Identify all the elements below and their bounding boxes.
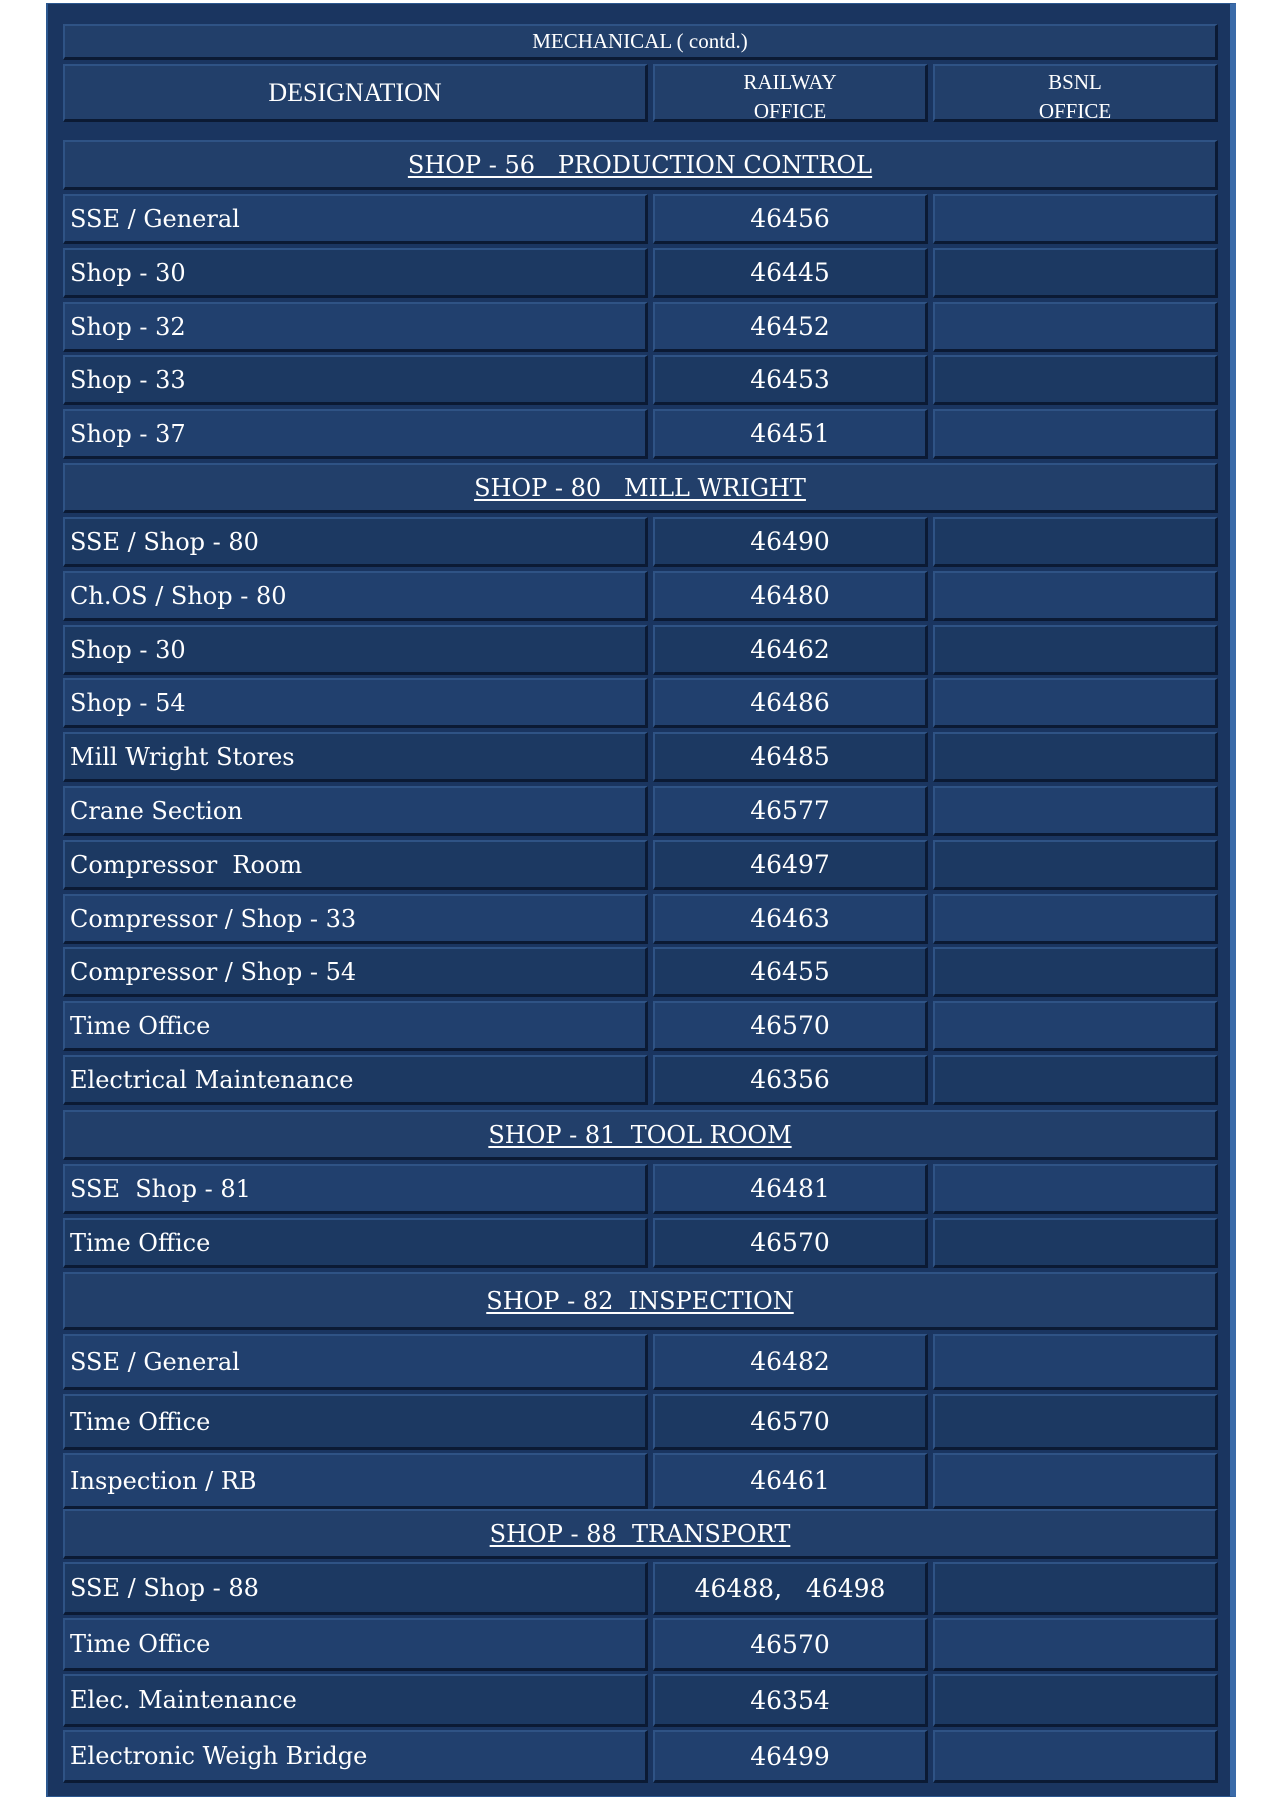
designation-cell-text: Time Office: [70, 1228, 211, 1257]
designation-cell-text: Elec. Maintenance: [70, 1686, 297, 1714]
designation-cell-text: Shop - 54: [70, 688, 186, 717]
railway-office-cell: [653, 1334, 928, 1390]
designation-cell-text: Compressor Room: [70, 850, 303, 879]
bsnl-office-cell: [933, 571, 1218, 621]
bsnl-office-cell: [933, 302, 1218, 352]
railway-office-cell: [653, 732, 928, 782]
bsnl-office-cell: [933, 1164, 1218, 1214]
railway-office-cell: [653, 1562, 928, 1615]
designation-cell: [63, 1562, 648, 1615]
bsnl-office-cell: [933, 1453, 1218, 1509]
section-header: [63, 1509, 1218, 1559]
designation-cell-text: Mill Wright Stores: [70, 742, 295, 771]
railway-office-cell: [653, 248, 928, 298]
designation-cell: [63, 248, 648, 298]
designation-cell: [63, 1334, 648, 1390]
column-header-railway-office: [653, 64, 928, 122]
bsnl-office-cell: [933, 840, 1218, 890]
section-header: [63, 140, 1218, 190]
bsnl-office-cell: [933, 1055, 1218, 1105]
bsnl-office-cell: [933, 1001, 1218, 1051]
designation-cell: [63, 625, 648, 675]
railway-office-cell: [653, 409, 928, 459]
railway-office-cell-text: 46463: [750, 904, 830, 933]
railway-office-cell-text: 46461: [750, 1466, 830, 1495]
railway-office-cell-text: 46354: [750, 1685, 830, 1715]
designation-cell-text: Shop - 37: [70, 419, 186, 448]
bsnl-office-cell: [933, 1618, 1218, 1671]
railway-office-cell: [653, 355, 928, 405]
column-header-designation-label: DESIGNATION: [268, 77, 442, 107]
column-header-designation: [63, 64, 648, 122]
railway-office-cell-text: 46497: [750, 850, 830, 879]
railway-office-cell: [653, 625, 928, 675]
designation-cell-text: SSE / General: [70, 1347, 240, 1376]
bsnl-office-cell: [933, 678, 1218, 728]
bsnl-office-cell: [933, 1218, 1218, 1268]
designation-cell: [63, 409, 648, 459]
bsnl-office-cell: [933, 248, 1218, 298]
designation-cell-text: Compressor / Shop - 54: [70, 957, 357, 986]
railway-office-cell-text: 46570: [750, 1629, 830, 1659]
railway-office-cell-text: 46570: [750, 1011, 830, 1040]
bsnl-office-cell: [933, 194, 1218, 244]
railway-office-cell: [653, 302, 928, 352]
railway-office-cell-text: 46486: [750, 688, 830, 717]
designation-cell: [63, 1674, 648, 1727]
designation-cell-text: SSE Shop - 81: [70, 1174, 251, 1203]
railway-office-cell: [653, 1001, 928, 1051]
designation-cell-text: Shop - 30: [70, 258, 186, 287]
column-header-bsnl-office: [933, 64, 1218, 122]
designation-cell: [63, 786, 648, 836]
designation-cell: [63, 1164, 648, 1214]
railway-office-cell-text: 46456: [750, 204, 830, 233]
designation-cell: [63, 840, 648, 890]
bsnl-office-cell: [933, 517, 1218, 567]
designation-cell-text: SSE / Shop - 80: [70, 527, 259, 556]
section-header: [63, 463, 1218, 513]
railway-office-cell-text: 46451: [750, 419, 830, 448]
railway-office-cell-text: 46453: [750, 365, 830, 394]
railway-office-cell-text: 46455: [750, 957, 830, 986]
designation-cell: [63, 1055, 648, 1105]
designation-cell-text: Electrical Maintenance: [70, 1065, 354, 1094]
railway-office-cell: [653, 194, 928, 244]
designation-cell: [63, 1453, 648, 1509]
designation-cell: [63, 678, 648, 728]
railway-office-cell: [653, 1218, 928, 1268]
column-header-bsnl-line2: OFFICE: [1038, 99, 1112, 122]
column-header-bsnl-line1: BSNL: [1048, 70, 1102, 94]
designation-cell-text: Shop - 32: [70, 312, 186, 341]
bsnl-office-cell: [933, 625, 1218, 675]
designation-cell-text: Inspection / RB: [70, 1466, 257, 1495]
designation-cell: [63, 302, 648, 352]
railway-office-cell: [653, 1730, 928, 1783]
designation-cell-text: Ch.OS / Shop - 80: [70, 581, 287, 610]
railway-office-cell: [653, 1394, 928, 1450]
bsnl-office-cell: [933, 409, 1218, 459]
designation-cell: [63, 571, 648, 621]
bsnl-office-cell: [933, 1562, 1218, 1615]
railway-office-cell: [653, 1164, 928, 1214]
railway-office-cell: [653, 894, 928, 944]
section-header: [63, 1110, 1218, 1160]
designation-cell: [63, 894, 648, 944]
designation-cell-text: SSE / Shop - 88: [70, 1574, 259, 1602]
designation-cell-text: Shop - 30: [70, 635, 186, 664]
designation-cell: [63, 355, 648, 405]
column-header-railway-line1: RAILWAY: [743, 70, 837, 94]
railway-office-cell-text: 46499: [750, 1741, 830, 1771]
railway-office-cell-text: 46356: [750, 1065, 830, 1094]
bsnl-office-cell: [933, 732, 1218, 782]
designation-cell: [63, 194, 648, 244]
designation-cell: [63, 1001, 648, 1051]
railway-office-cell-text: 46482: [750, 1347, 830, 1376]
railway-office-cell: [653, 1618, 928, 1671]
designation-cell: [63, 1618, 648, 1671]
railway-office-cell: [653, 786, 928, 836]
bsnl-office-cell: [933, 355, 1218, 405]
railway-office-cell: [653, 1055, 928, 1105]
railway-office-cell-text: 46490: [750, 527, 830, 556]
designation-cell-text: Shop - 33: [70, 365, 186, 394]
railway-office-cell: [653, 840, 928, 890]
bsnl-office-cell: [933, 1674, 1218, 1727]
bsnl-office-cell: [933, 1730, 1218, 1783]
railway-office-cell-text: 46445: [750, 258, 830, 287]
designation-cell-text: SSE / General: [70, 204, 240, 233]
bsnl-office-cell: [933, 1394, 1218, 1450]
section-title: SHOP - 56 PRODUCTION CONTROL: [407, 150, 873, 179]
section-title: SHOP - 81 TOOL ROOM: [488, 1120, 792, 1149]
designation-cell-text: Crane Section: [70, 796, 243, 825]
railway-office-cell-text: 46488, 46498: [694, 1573, 886, 1603]
railway-office-cell: [653, 678, 928, 728]
railway-office-cell: [653, 571, 928, 621]
bsnl-office-cell: [933, 894, 1218, 944]
designation-cell: [63, 732, 648, 782]
railway-office-cell-text: 46480: [750, 581, 830, 610]
designation-cell-text: Compressor / Shop - 33: [70, 904, 357, 933]
designation-cell: [63, 1218, 648, 1268]
designation-cell-text: Time Office: [70, 1011, 211, 1040]
railway-office-cell-text: 46570: [750, 1407, 830, 1436]
designation-cell: [63, 947, 648, 997]
section-title: SHOP - 82 INSPECTION: [486, 1286, 794, 1315]
railway-office-cell: [653, 1453, 928, 1509]
designation-cell: [63, 1394, 648, 1450]
designation-cell-text: Time Office: [70, 1407, 211, 1436]
section-title: SHOP - 80 MILL WRIGHT: [474, 473, 806, 502]
bsnl-office-cell: [933, 947, 1218, 997]
railway-office-cell: [653, 947, 928, 997]
designation-cell: [63, 1730, 648, 1783]
bsnl-office-cell: [933, 786, 1218, 836]
table-title-text: MECHANICAL ( contd.): [532, 29, 748, 53]
railway-office-cell-text: 46577: [750, 796, 830, 825]
telephone-directory-page: [46, 3, 1236, 1797]
railway-office-cell-text: 46485: [750, 742, 830, 771]
railway-office-cell-text: 46462: [750, 635, 830, 664]
designation-cell: [63, 517, 648, 567]
railway-office-cell-text: 46570: [750, 1228, 830, 1257]
designation-cell-text: Time Office: [70, 1630, 211, 1658]
railway-office-cell-text: 46452: [750, 312, 830, 341]
table-title: [63, 24, 1218, 60]
railway-office-cell-text: 46481: [750, 1174, 830, 1203]
designation-cell-text: Electronic Weigh Bridge: [70, 1742, 368, 1770]
bsnl-office-cell: [933, 1334, 1218, 1390]
column-header-railway-line2: OFFICE: [753, 99, 827, 122]
section-header: [63, 1272, 1218, 1330]
railway-office-cell: [653, 517, 928, 567]
railway-office-cell: [653, 1674, 928, 1727]
section-title: SHOP - 88 TRANSPORT: [489, 1519, 791, 1548]
